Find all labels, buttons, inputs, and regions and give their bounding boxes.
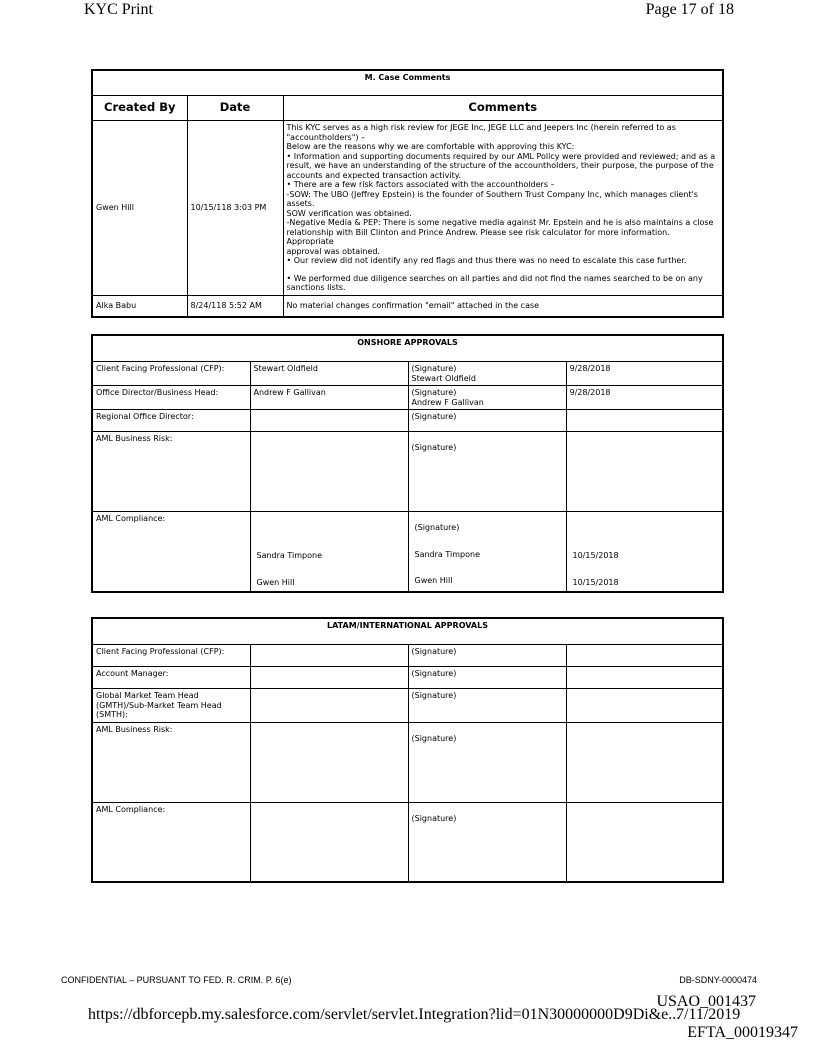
signature-label: (Signature) (411, 443, 457, 452)
name-cell (250, 410, 408, 432)
role-cell: AML Compliance: (92, 802, 250, 882)
name-cell (250, 802, 408, 882)
column-header-created-by: Created By (92, 96, 187, 121)
name-cell (250, 645, 408, 667)
role-cell: Regional Office Director: (92, 410, 250, 432)
onshore-approvals-title: ONSHORE APPROVALS (92, 335, 723, 362)
created-by-cell: Gwen Hill (92, 121, 187, 296)
comment-line: • We performed due diligence searches on all parties and did not find the names searched to be on any (286, 273, 703, 283)
date-cell: 9/28/2018 (566, 386, 723, 410)
signature-label: (Signature) (411, 813, 457, 823)
table-row (92, 295, 723, 317)
signature-cell: (Signature) (408, 410, 566, 432)
comment-line: • There are a few risk factors associated with the accountholders – (286, 180, 555, 189)
comment-line: • Our review did not identify any red flags and thus there was no need to escalate this case further. (286, 256, 687, 265)
print-date: 7/11/2019 (676, 1006, 741, 1023)
signature-cell: (Signature) (408, 689, 566, 723)
signature-cell (408, 802, 566, 882)
date-cell (566, 645, 723, 667)
signature-name: Sandra Timpone (414, 549, 480, 559)
signature-label: (Signature) (411, 388, 457, 397)
role-cell: Office Director/Business Head: (92, 386, 250, 410)
latam-approvals-title: LATAM/INTERNATIONAL APPROVALS (92, 618, 723, 645)
signature-name: Gwen Hill (414, 576, 453, 585)
compliance-name: Gwen Hill (256, 577, 295, 587)
comment-line: "accountholders") – (286, 132, 366, 142)
role-line: (SMTH): (96, 710, 128, 719)
table-row (92, 121, 723, 296)
comment-line: Below are the reasons why we are comfortable with approving this KYC: (286, 142, 575, 151)
signature-name: Stewart Oldfield (411, 373, 476, 383)
name-cell: Andrew F Gallivan (250, 386, 408, 410)
comment-line: -Negative Media & PEP: There is some negative media against Mr. Epstein and he is also maintains a close (286, 218, 714, 227)
role-cell: AML Business Risk: (92, 722, 250, 802)
role-cell: Client Facing Professional (CFP): (92, 645, 250, 667)
table-row (92, 432, 723, 512)
compliance-date: 10/15/2018 (572, 577, 619, 587)
comment-line: This KYC serves as a high risk review for JEGE Inc, JEGE LLC and Jeepers Inc (herein referred to as (286, 123, 676, 132)
date-cell (566, 512, 723, 592)
created-by-cell: Alka Babu (92, 295, 187, 317)
column-header-comments: Comments (283, 96, 723, 121)
signature-cell (408, 362, 566, 386)
date-cell (566, 722, 723, 802)
table-row (92, 410, 723, 432)
comment-cell (283, 121, 723, 296)
signature-label: (Signature) (411, 364, 457, 373)
confidential-notice: CONFIDENTIAL – PURSUANT TO FED. R. CRIM. P. 6(e) (61, 975, 292, 985)
date-cell (566, 689, 723, 723)
role-cell: Account Manager: (92, 667, 250, 689)
comment-line: sanctions lists. (286, 283, 346, 292)
signature-label: (Signature) (411, 733, 457, 743)
role-cell: Client Facing Professional (CFP): (92, 362, 250, 386)
table-row (92, 689, 723, 723)
table-row (92, 645, 723, 667)
role-line: (GMTH)/Sub-Market Team Head (96, 700, 222, 710)
case-comments-table (91, 69, 724, 318)
comment-line: • Information and supporting documents required by our AML Policy were provided and reviewed; and as a (286, 151, 716, 161)
signature-cell (408, 722, 566, 802)
date-cell (566, 410, 723, 432)
role-cell (92, 689, 250, 723)
comment-line: approval was obtained. (286, 246, 380, 256)
date-cell: 8/24/118 5:52 AM (187, 295, 283, 317)
onshore-approvals-table (91, 334, 724, 593)
signature-cell (408, 386, 566, 410)
table-row (92, 802, 723, 882)
table-row (92, 362, 723, 386)
bates-number: DB-SDNY-0000474 (679, 975, 757, 985)
comment-line: result, we have an understanding of the structure of the accountholders, their purpose, the purpose of the (286, 161, 714, 170)
comment-line: SOW verification was obtained. (286, 208, 412, 218)
role-line: Global Market Team Head (96, 691, 199, 700)
comment-line: accounts and expected transaction activity. (286, 170, 461, 180)
date-cell (566, 802, 723, 882)
name-cell (250, 432, 408, 512)
signature-cell (408, 432, 566, 512)
efta-number: EFTA_00019347 (687, 1024, 798, 1041)
name-cell (250, 689, 408, 723)
name-cell: Stewart Oldfield (250, 362, 408, 386)
latam-approvals-table (91, 617, 724, 883)
usao-number: USAO_001437 (656, 993, 756, 1010)
compliance-date: 10/15/2018 (572, 551, 619, 560)
signature-cell (408, 512, 566, 592)
signature-label: (Signature) (414, 523, 460, 532)
date-cell: 9/28/2018 (566, 362, 723, 386)
case-comments-title: M. Case Comments (92, 70, 723, 96)
comment-line: relationship with Bill Clinton and Prince Andrew. Please see risk calculator for more information. Appropriate (286, 227, 670, 246)
signature-cell: (Signature) (408, 667, 566, 689)
role-cell: AML Business Risk: (92, 432, 250, 512)
comment-cell: No material changes confirmation "email" attached in the case (283, 295, 723, 317)
page-number: Page 17 of 18 (645, 1, 734, 18)
table-row (92, 512, 723, 592)
name-cell (250, 722, 408, 802)
signature-name: Andrew F Gallivan (411, 397, 484, 407)
compliance-name: Sandra Timpone (256, 551, 322, 560)
print-url: https://dbforcepb.my.salesforce.com/servlet/servlet.Integration?lid=01N30000000D9Di&e... (88, 1006, 681, 1023)
date-cell (566, 667, 723, 689)
signature-cell: (Signature) (408, 645, 566, 667)
date-cell (566, 432, 723, 512)
comment-line: -SOW: The UBO (Jeffrey Epstein) is the founder of Southern Trust Company Inc, which manages client's assets. (286, 189, 698, 208)
role-cell: AML Compliance: (92, 512, 250, 592)
table-row (92, 667, 723, 689)
column-header-date: Date (187, 96, 283, 121)
table-row (92, 722, 723, 802)
name-cell (250, 667, 408, 689)
table-row (92, 386, 723, 410)
print-header-title: KYC Print (84, 1, 153, 18)
date-cell: 10/15/118 3:03 PM (187, 121, 283, 296)
name-cell (250, 512, 408, 592)
